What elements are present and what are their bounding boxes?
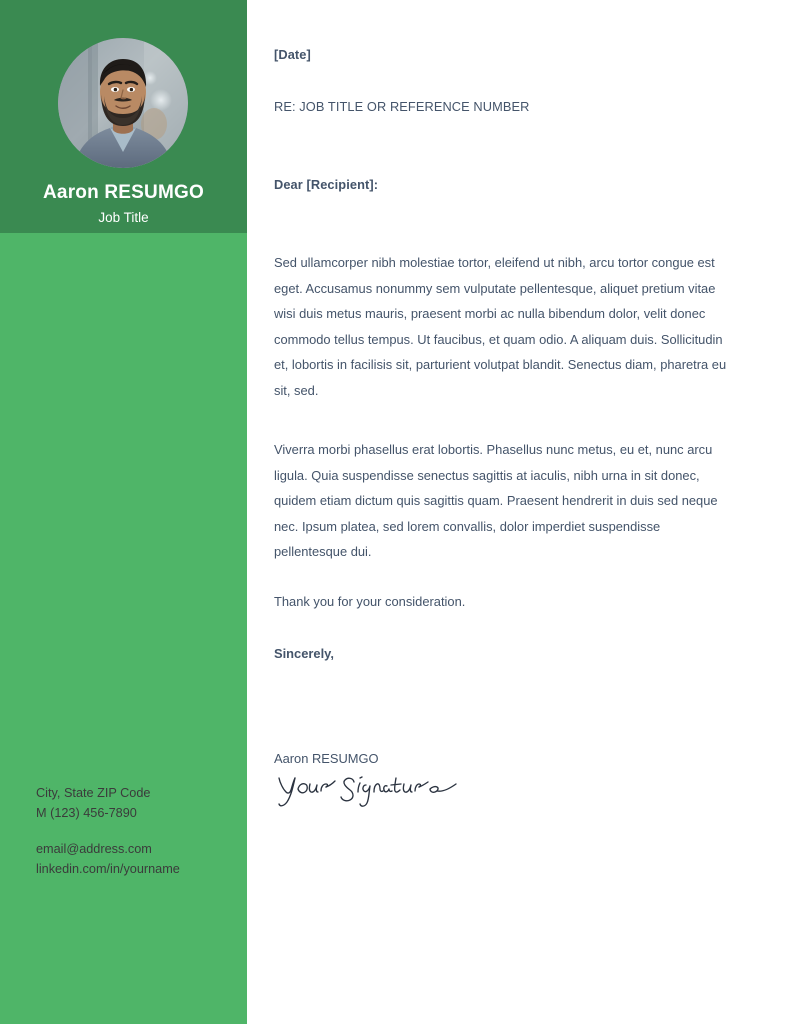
contact-spacer	[36, 823, 241, 839]
contact-email[interactable]: email@address.com	[36, 842, 152, 856]
contact-info	[36, 783, 241, 879]
handwritten-signature-icon	[274, 769, 484, 811]
profile-job-title: Job Title	[98, 210, 149, 225]
profile-name: Aaron RESUMGO	[43, 182, 204, 203]
letter-signoff: Sincerely,	[274, 646, 334, 661]
letter-signer-name: Aaron RESUMGO	[274, 751, 379, 766]
contact-linkedin[interactable]: linkedin.com/in/yourname	[36, 862, 180, 876]
letter-paragraph-2: Viverra morbi phasellus erat lobortis. Phasellus nunc metus, eu et, nunc arcu ligula. Quia suspendisse senectus sagittis at iaculis, nibh urna in sit donec, quidem etiam dictum quis sagittis quam. Praesent hendrerit in duis sed neque nec. Ipsum platea, sed lorem convallis, dolor imperdiet suspendisse pellentesque dui.	[274, 442, 718, 560]
signature	[274, 769, 484, 811]
sidebar	[0, 0, 247, 1024]
letter-subject-line: RE: JOB TITLE OR REFERENCE NUMBER	[274, 99, 530, 114]
avatar	[58, 38, 188, 168]
letter-greeting: Dear [Recipient]:	[274, 177, 379, 192]
profile-photo-icon	[58, 38, 188, 168]
contact-address: City, State ZIP Code	[36, 786, 151, 800]
contact-phone: M (123) 456-7890	[36, 806, 137, 820]
letter-thanks: Thank you for your consideration.	[274, 594, 466, 609]
letter-paragraph-1: Sed ullamcorper nibh molestiae tortor, eleifend ut nibh, arcu tortor congue est eget. Accusamus nonummy sem vulputate pellentesque, aliquet pretium vitae wisi duis metus mauris, praesent morbi ac nulla bibendum dolor, velit donec commodo tellus tempus. Ut faucibus, et quam odio. A aliquam duis. Sollicitudin et, lobortis in facilisis sit, parturient volutpat blandit. Senectus diam, pharetra eu sit, sed.	[274, 255, 727, 398]
letter-date: [Date]	[274, 47, 311, 62]
